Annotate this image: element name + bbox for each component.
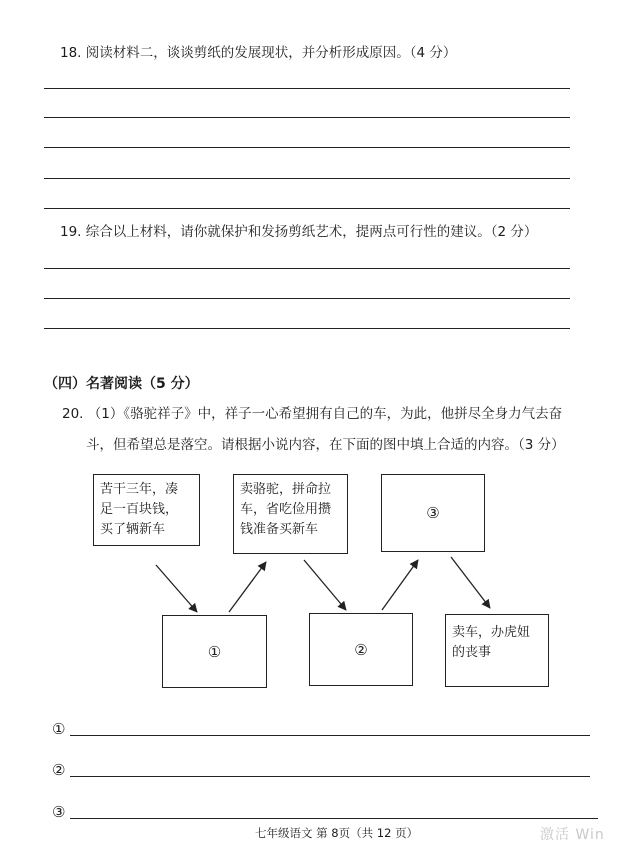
- question-20-line-1: 20. （1）《骆驼祥子》中，祥子一心希望拥有自己的车，为此，他拼尽全身力气去奋: [62, 406, 563, 422]
- answer-line-20-3[interactable]: [70, 818, 598, 819]
- question-20-line-2: 斗，但希望总是落空。请根据小说内容，在下面的图中填上合适的内容。（3 分）: [86, 437, 565, 453]
- answer-line-20-2[interactable]: [70, 776, 590, 777]
- section-title: （四）名著阅读（5 分）: [44, 376, 199, 392]
- activation-watermark: 激活 Win: [540, 827, 605, 843]
- answer-label-2: ②: [52, 761, 66, 779]
- arrow-up-1: [229, 562, 266, 612]
- answer-label-1: ①: [52, 720, 66, 738]
- question-19: 19. 综合以上材料，请你就保护和发扬剪纸艺术，提两点可行性的建议。（2 分）: [60, 224, 538, 240]
- arrow-down-1: [156, 565, 197, 612]
- diagram-box-blank-1[interactable]: ①: [162, 615, 267, 688]
- arrow-down-2: [304, 560, 346, 610]
- arrow-down-3: [451, 557, 490, 608]
- diagram-box-sell-camels: 卖骆驼，拼命拉 车，省吃俭用攒 钱准备买新车: [233, 474, 348, 554]
- diagram-box-blank-3[interactable]: ③: [381, 474, 485, 552]
- answer-line-20-1[interactable]: [70, 735, 590, 736]
- page-footer: 七年级语文 第 8页（共 12 页）: [255, 826, 419, 840]
- answer-label-3: ③: [52, 803, 66, 821]
- arrow-up-2: [382, 560, 418, 610]
- diagram-box-first-car: 苦干三年，凑 足一百块钱， 买了辆新车: [93, 474, 200, 546]
- diagram-box-sell-car: 卖车，办虎妞 的丧事: [445, 614, 549, 687]
- question-18: 18. 阅读材料二，谈谈剪纸的发展现状，并分析形成原因。（4 分）: [60, 45, 457, 61]
- diagram-box-blank-2[interactable]: ②: [309, 613, 413, 686]
